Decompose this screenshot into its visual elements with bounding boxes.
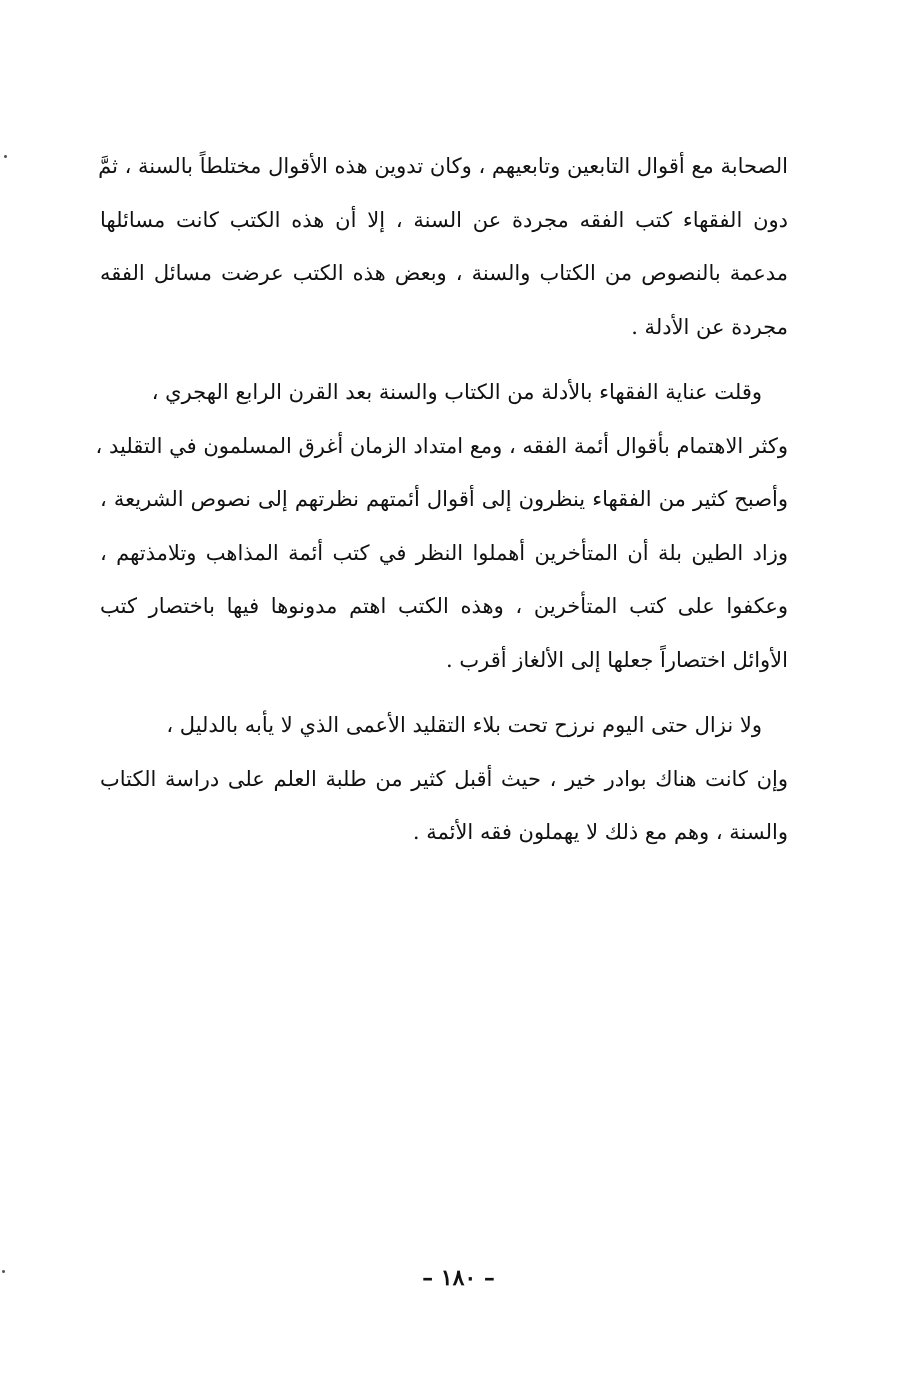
scan-speck (2, 1270, 5, 1273)
paragraph-1 (100, 140, 788, 354)
text-line: دون الفقهاء كتب الفقه مجردة عن السنة ، إلا أن هذه الكتب كانت مسائلها (100, 207, 788, 232)
text-line: وإن كانت هناك بوادر خير ، حيث أقبل كثير من طلبة العلم على دراسة الكتاب (100, 766, 788, 791)
text-line: مدعمة بالنصوص من الكتاب والسنة ، وبعض هذه الكتب عرضت مسائل الفقه (100, 261, 788, 285)
text-line: وزاد الطين بلة أن المتأخرين أهملوا النظر في كتب أئمة المذاهب وتلامذتهم ، (100, 540, 788, 565)
paragraph-3-first (100, 699, 788, 753)
paragraph-2 (95, 420, 788, 688)
text-line: وكثر الاهتمام بأقوال أئمة الفقه ، ومع امتداد الزمان أغرق المسلمون في التقليد ، (95, 433, 788, 458)
text-line: وأصبح كثير من الفقهاء ينظرون إلى أقوال أئمتهم نظرتهم إلى نصوص الشريعة ، (100, 487, 788, 511)
paragraph-3 (100, 753, 788, 860)
text-line: الصحابة مع أقوال التابعين وتابعيهم ، وكان تدوين هذه الأقوال مختلطاً بالسنة ، ثمَّ (98, 154, 788, 178)
body-text (95, 140, 788, 860)
text-line: وقلت عناية الفقهاء بالأدلة من الكتاب والسنة بعد القرن الرابع الهجري ، (151, 380, 762, 404)
text-line: ولا نزال حتى اليوم نرزح تحت بلاء التقليد الأعمى الذي لا يأبه بالدليل ، (166, 713, 762, 737)
text-line: وعكفوا على كتب المتأخرين ، وهذه الكتب اهتم مدونوها فيها باختصار كتب (100, 594, 788, 618)
text-line: مجردة عن الأدلة . (631, 314, 788, 339)
paragraph-2-first (100, 366, 788, 420)
page-number: – ١٨٠ – (422, 1265, 495, 1291)
text-line: والسنة ، وهم مع ذلك لا يهملون فقه الأئمة . (412, 820, 788, 844)
scan-speck (4, 155, 7, 158)
text-line: الأوائل اختصاراً جعلها إلى الألغاز أقرب . (446, 647, 788, 672)
